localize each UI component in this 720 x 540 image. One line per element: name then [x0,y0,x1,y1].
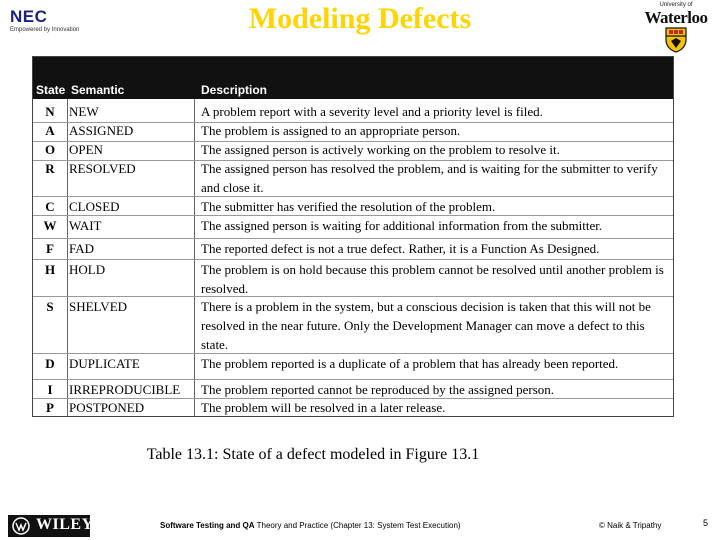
footer-authors: © Naik & Tripathy [599,521,662,530]
state-description: The problem will be resolved in a later release. [201,400,446,415]
state-semantic: CLOSED [69,199,120,214]
table-caption: Table 13.1: State of a defect modeled in Figure 13.1 [146,446,480,463]
state-code: N [45,104,55,119]
footer-book-title [160,521,461,530]
waterloo-logo [632,2,720,53]
waterloo-logo-text: Waterloo [644,8,708,27]
state-description: A problem report with a severity level and a priority level is filed. [201,104,543,119]
column-divider [67,99,68,416]
state-semantic: NEW [69,104,99,119]
state-description: The problem is on hold because this problem cannot be resolved until another problem is resolved. [201,262,664,296]
state-description: The reported defect is not a true defect. Rather, it is a Function As Designed. [201,241,600,256]
page-number: 5 [703,518,709,528]
wiley-emblem-icon [10,516,32,536]
state-semantic: FAD [69,241,95,256]
state-semantic: SHELVED [69,299,128,314]
state-semantic: HOLD [69,262,106,277]
state-semantic: IRREPRODUCIBLE [69,382,181,397]
state-code: P [46,400,54,415]
state-code: C [45,199,55,214]
state-semantic: RESOLVED [69,161,136,176]
state-semantic: WAIT [69,218,102,233]
state-code: D [45,356,55,371]
state-semantic: OPEN [69,142,103,157]
nec-logo-text: NEC [10,7,48,26]
state-description: The assigned person has resolved the problem, and is waiting for the submitter to verify and close it. [201,161,658,195]
state-semantic: DUPLICATE [69,356,140,371]
state-description: The submitter has verified the resolution of the problem. [201,199,496,214]
state-code: F [46,241,54,256]
state-code: O [44,142,56,157]
state-description: The assigned person is actively working on the problem to resolve it. [201,142,560,157]
column-header-semantic: Semantic [71,83,125,97]
state-code: S [46,299,54,314]
state-code: H [44,262,56,277]
column-header-state: State [36,83,66,97]
state-description: The problem is assigned to an appropriate person. [201,123,461,138]
waterloo-crest-icon [665,27,687,53]
state-description: There is a problem in the system, but a conscious decision is taken that this will not be resolved in the near future. Only the Development Manager can move a defect to this state. [201,299,651,352]
state-description: The problem reported cannot be reproduced by the assigned person. [201,382,555,397]
slide-title: Modeling Defects [248,2,472,35]
footer-book-title-rest: Theory and Practice (Chapter 13: System Test Execution) [256,521,461,530]
state-code: I [47,382,53,397]
state-semantic: POSTPONED [69,400,145,415]
wiley-logo-text: WILEY [36,516,94,533]
state-code: A [45,123,55,138]
nec-tagline: Empowered by Innovation [10,27,80,33]
wiley-logo [8,515,94,537]
state-code: W [43,218,57,233]
footer-book-title-bold: Software Testing and QA [160,521,255,530]
column-header-description: Description [201,83,268,97]
state-description: The problem reported is a duplicate of a problem that has already been reported. [201,356,619,371]
state-code: R [45,161,55,176]
state-semantic: ASSIGNED [69,123,134,138]
column-divider [194,99,195,416]
defect-states-table [32,56,674,417]
waterloo-logo-small-text: University of [659,2,693,8]
state-description: The assigned person is waiting for additional information from the submitter. [201,218,603,233]
table-header-row [33,57,673,99]
